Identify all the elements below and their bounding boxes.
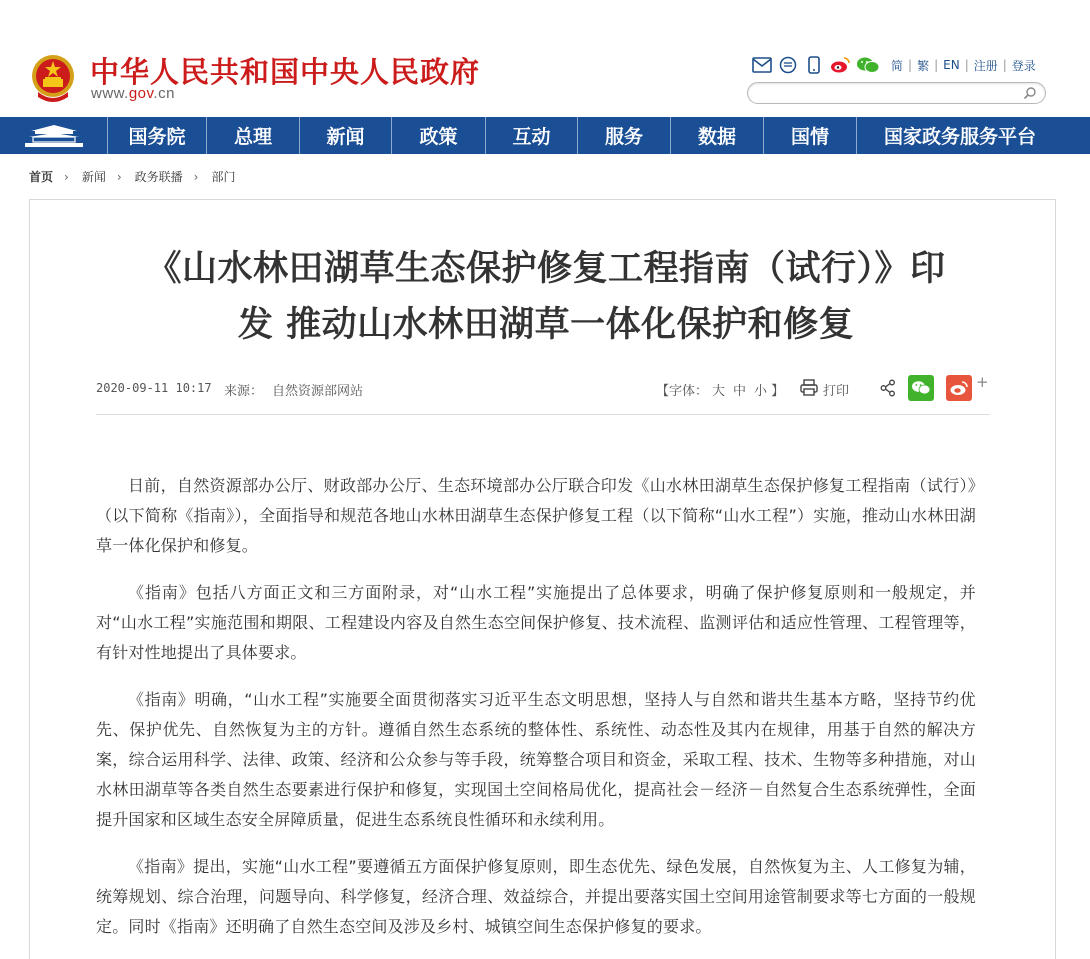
- weibo-icon[interactable]: [830, 55, 850, 75]
- nav-item-state-council[interactable]: 国务院: [108, 117, 207, 154]
- login-link[interactable]: 登录: [1011, 58, 1036, 73]
- nav-item-news[interactable]: 新闻: [300, 117, 392, 154]
- separator: |: [1002, 58, 1007, 72]
- publish-date: 2020-09-11 10:17: [96, 381, 212, 395]
- breadcrumb: [29, 168, 236, 185]
- breadcrumb-departments[interactable]: 部门: [211, 170, 236, 184]
- site-title[interactable]: 中华人民共和国中央人民政府: [90, 55, 481, 89]
- chat-icon[interactable]: [778, 55, 798, 75]
- article-paragraph: 《指南》包括八方面正文和三方面附录，对“山水工程”实施提出了总体要求，明确了保护修复原则和一般规定，并对“山水工程”实施范围和期限、工程建设内容及自然生态空间保护修复、技术流程、监测评估和适应性管理、工程管理等，有针对性地提出了具体要求。: [96, 583, 976, 662]
- font-size-medium-button[interactable]: 中: [733, 384, 747, 399]
- breadcrumb-chevron-icon: ›: [193, 169, 199, 184]
- lang-traditional-link[interactable]: 繁: [917, 58, 930, 73]
- top-tools: [752, 54, 1039, 76]
- font-size-large-button[interactable]: 大: [712, 384, 726, 399]
- separator: |: [964, 58, 969, 72]
- main-nav: [0, 117, 1090, 154]
- font-size-small-button[interactable]: 小: [754, 384, 768, 399]
- search-input[interactable]: [758, 85, 1020, 101]
- breadcrumb-gov-broadcast[interactable]: 政务联播: [134, 170, 183, 184]
- mail-icon[interactable]: [752, 55, 772, 75]
- separator: |: [908, 58, 913, 72]
- site-url-prefix: www.: [91, 85, 129, 102]
- article-paragraph: 《指南》明确，“山水工程”实施要全面贯彻落实习近平生态文明思想，坚持人与自然和谐共生基本方略，坚持节约优先、保护优先、自然恢复为主的方针。遵循自然生态系统的整体性、系统性、动态性及其内在规律，用基于自然的解决方案，综合运用科学、法律、政策、经济和公众参与等手段，统筹整合项目和资金，采取工程、技术、生物等多种措施，对山水林田湖草等各类自然生态要素进行保护和修复，实现国土空间格局优化，提高社会－经济－自然复合生态系统弹性，全面提升国家和区域生态安全屏障质量，促进生态系统良性循环和永续利用。: [96, 690, 976, 829]
- breadcrumb-news[interactable]: 新闻: [81, 170, 106, 184]
- nav-item-data[interactable]: 数据: [671, 117, 764, 154]
- wechat-icon[interactable]: [856, 55, 880, 75]
- nav-item-interaction[interactable]: 互动: [486, 117, 578, 154]
- article-title: [96, 241, 996, 353]
- register-link[interactable]: 注册: [973, 58, 998, 73]
- weibo-share-icon: [949, 380, 969, 396]
- article-paragraph: 日前，自然资源部办公厅、财政部办公厅、生态环境部办公厅联合印发《山水林田湖草生态保护修复工程指南（试行）》（以下简称《指南》），全面指导和规范各地山水林田湖草生态保护修复工程（以下简称“山水工程”）实施，推动山水林田湖草一体化保护和修复。: [96, 476, 976, 555]
- lang-english-link[interactable]: EN: [943, 58, 960, 72]
- article-meta: [96, 373, 990, 401]
- share-icon[interactable]: [880, 379, 896, 397]
- font-size-label: 【字体：: [656, 384, 709, 399]
- language-links: [888, 57, 1039, 74]
- meta-divider: [96, 414, 990, 415]
- source-label: 来源：: [224, 384, 264, 399]
- font-size-controls: [656, 380, 784, 399]
- wechat-share-icon: [911, 380, 931, 396]
- site-header: [0, 0, 1090, 117]
- nav-item-services[interactable]: 服务: [578, 117, 671, 154]
- nav-item-gov-service-platform[interactable]: 国家政务服务平台: [883, 126, 1036, 148]
- separator: |: [934, 58, 939, 72]
- nav-item-premier[interactable]: 总理: [207, 117, 300, 154]
- print-button[interactable]: 打印: [823, 384, 850, 399]
- article-body: [96, 471, 976, 959]
- breadcrumb-home[interactable]: 首页: [29, 170, 54, 184]
- site-url-suffix: .cn: [153, 85, 175, 102]
- share-more-button[interactable]: +: [976, 373, 989, 391]
- print-icon[interactable]: [800, 379, 818, 397]
- lang-simplified-link[interactable]: 简: [891, 58, 904, 73]
- breadcrumb-chevron-icon: ›: [64, 169, 69, 184]
- share-weibo-button[interactable]: [946, 375, 972, 401]
- nav-home-tiananmen-icon[interactable]: [0, 117, 108, 154]
- national-emblem-icon[interactable]: [30, 52, 76, 104]
- article-paragraph: 《指南》提出，实施“山水工程”要遵循五方面保护修复原则，即生态优先、绿色发展，自然恢复为主、人工修复为辅，统筹规划、综合治理，问题导向、科学修复，经济合理、效益综合，并提出要落实国土空间用途管制要求等七方面的一般规定。同时《指南》还明确了自然生态空间及涉及乡村、城镇空间生态保护修复的要求。: [96, 857, 976, 936]
- nav-item-national-info[interactable]: 国情: [764, 117, 857, 154]
- site-url[interactable]: [91, 85, 175, 102]
- search-box: [747, 82, 1046, 104]
- mobile-icon[interactable]: [804, 55, 824, 75]
- share-wechat-button[interactable]: [908, 375, 934, 401]
- source-link[interactable]: 自然资源部网站: [272, 384, 364, 399]
- breadcrumb-chevron-icon: ›: [116, 169, 122, 184]
- nav-item-policy[interactable]: 政策: [392, 117, 486, 154]
- font-size-bracket: 】: [771, 384, 785, 399]
- article-title-line2: 发 推动山水林田湖草一体化保护和修复: [237, 305, 855, 345]
- article-title-line1: 《山水林田湖草生态保护修复工程指南（试行）》印: [146, 249, 946, 289]
- site-url-accent: gov: [128, 85, 154, 102]
- search-icon[interactable]: [1023, 86, 1037, 100]
